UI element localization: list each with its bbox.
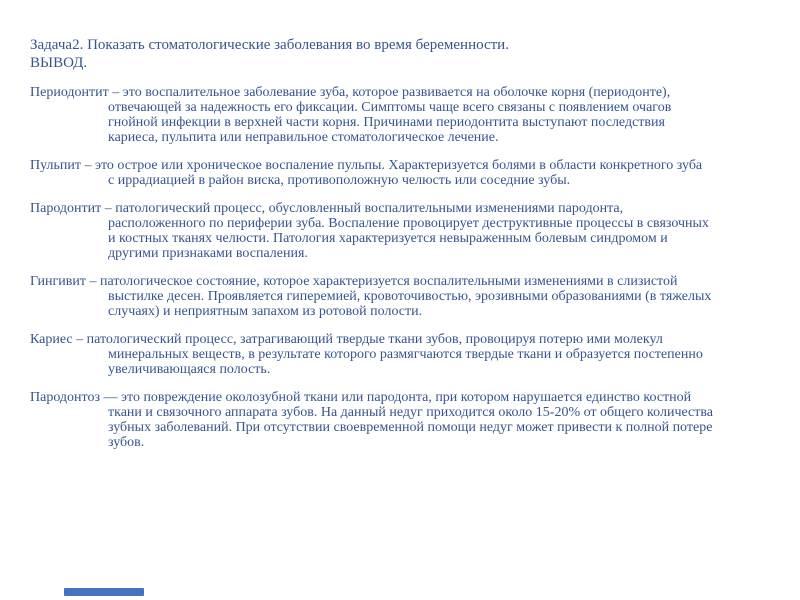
text-line: Гингивит – патологическое состояние, которое характеризуется воспалительными изменениями в слизистой [30, 274, 678, 289]
text-line: Кариес – патологический процесс, затрагивающий твердые ткани зубов, провоцируя потерю ими молекул [30, 332, 663, 347]
text-line: Периодонтит – это воспалительное заболевание зуба, которое развивается на оболочке корня (периодонте), [30, 85, 671, 100]
text-line: с иррадиацией в район виска, противоположную челюсть или соседние зубы. [108, 173, 571, 188]
text-line: гнойной инфекции в верхней части корня. Причинами периодонтита выступают последствия [108, 115, 665, 130]
text-line: Пародонтит – патологический процесс, обусловленный воспалительными изменениями пародонта, [30, 201, 624, 216]
paragraph-parodontosis [30, 390, 775, 450]
text-line: случаях) и неприятным запахом из ротовой полости. [108, 304, 423, 319]
text-line: Задача2. Показать стоматологические заболевания во время беременности. [30, 37, 509, 53]
paragraph-pulpitis [30, 158, 775, 188]
paragraph-caries [30, 332, 775, 377]
text-line: кариеса, пульпита или неправильное стоматологическое лечение. [108, 130, 499, 145]
text-line: зубных заболеваний. При отсутствии своевременной помощи недуг может привести к полной потере [108, 420, 713, 435]
paragraph-gingivitis [30, 274, 775, 319]
text-line: Пародонтоз — это повреждение околозубной ткани или пародонта, при котором нарушается единство костной [30, 390, 692, 405]
task-heading [30, 36, 775, 72]
text-line: и костных тканях челюсти. Патология характеризуется невыраженным болевым синдромом и [108, 231, 668, 246]
text-line: зубов. [108, 435, 145, 450]
paragraph-periodontitis [30, 85, 775, 145]
document-text [30, 36, 775, 463]
text-line: ткани и связочного аппарата зубов. На данный недуг приходится около 15-20% от общего количества [108, 405, 714, 420]
text-line: другими признаками воспаления. [108, 246, 308, 261]
text-line: увеличивающаяся полость. [108, 362, 271, 377]
text-line: расположенного по периферии зуба. Воспаление провоцирует деструктивные процессы в связочных [108, 216, 709, 231]
text-line: выстилке десен. Проявляется гиперемией, кровоточивостью, эрозивными образованиями (в тяжелых [108, 289, 712, 304]
paragraph-parodontitis [30, 201, 775, 261]
text-line: Пульпит – это острое или хроническое воспаление пульпы. Характеризуется болями в области конкретного зуба [30, 158, 703, 173]
video-progress-bar[interactable] [64, 588, 144, 596]
text-line: отвечающей за надежность его фиксации. Симптомы чаще всего связаны с появлением очагов [108, 100, 672, 115]
text-line: минеральных веществ, в результате которого размягчаются твердые ткани и образуется постепенно [108, 347, 703, 362]
text-line: ВЫВОД. [30, 55, 88, 71]
